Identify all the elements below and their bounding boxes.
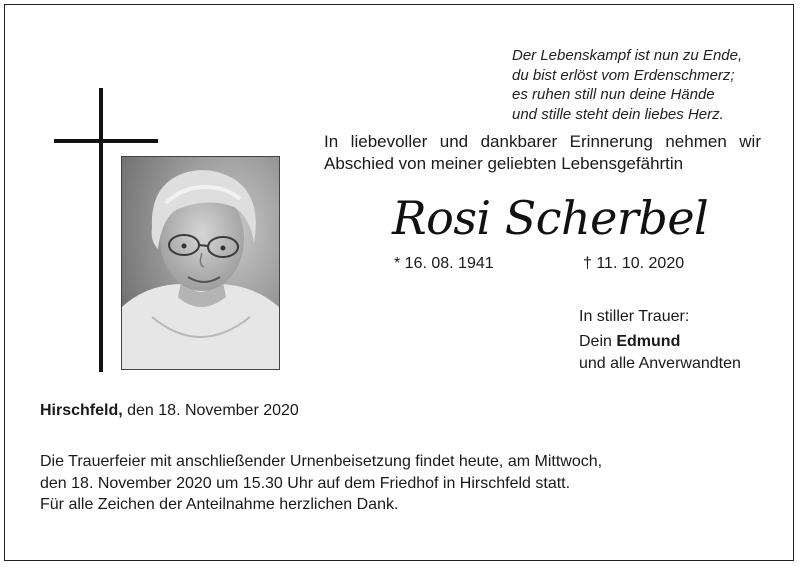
cross-vertical-bar bbox=[99, 88, 103, 372]
portrait-photo bbox=[121, 156, 280, 370]
place-date bbox=[40, 402, 299, 420]
poem-line: Der Lebenskampf ist nun zu Ende, bbox=[512, 47, 743, 64]
cross-horizontal-bar bbox=[54, 139, 158, 143]
ceremony-line: Die Trauerfeier mit anschließender Urnenbeisetzung findet heute, am Mittwoch, bbox=[40, 453, 603, 470]
intro-text bbox=[324, 131, 761, 175]
poem-line: und stille steht dein liebes Herz. bbox=[512, 105, 724, 123]
intro-line: In liebevoller und dankbarer Erinnerung nehmen wir bbox=[324, 132, 761, 151]
deceased-name: Rosi Scherbel bbox=[392, 191, 709, 245]
mourner-prefix: Dein bbox=[579, 333, 617, 350]
mourners-heading: In stiller Trauer: bbox=[579, 308, 690, 325]
portrait-illustration bbox=[122, 157, 279, 369]
death-date: † 11. 10. 2020 bbox=[583, 255, 685, 272]
intro-line: Abschied von meiner geliebten Lebensgefährtin bbox=[324, 154, 684, 173]
poem-line: es ruhen still nun deine Hände bbox=[512, 86, 715, 103]
ceremony-line: den 18. November 2020 um 15.30 Uhr auf dem Friedhof in Hirschfeld statt. bbox=[40, 475, 571, 492]
poem bbox=[512, 46, 772, 124]
mourner-line bbox=[579, 331, 741, 353]
mourners-block bbox=[579, 306, 741, 375]
thanks-text: Für alle Zeichen der Anteilnahme herzlichen Dank. bbox=[40, 496, 399, 513]
place: Hirschfeld, bbox=[40, 402, 123, 419]
ceremony-text bbox=[40, 451, 602, 495]
mourner-name: Edmund bbox=[616, 333, 681, 350]
poem-line: du bist erlöst vom Erdenschmerz; bbox=[512, 66, 735, 84]
mourner-line: und alle Anverwandten bbox=[579, 355, 741, 372]
birth-date: * 16. 08. 1941 bbox=[394, 255, 494, 272]
date: den 18. November 2020 bbox=[122, 402, 299, 419]
